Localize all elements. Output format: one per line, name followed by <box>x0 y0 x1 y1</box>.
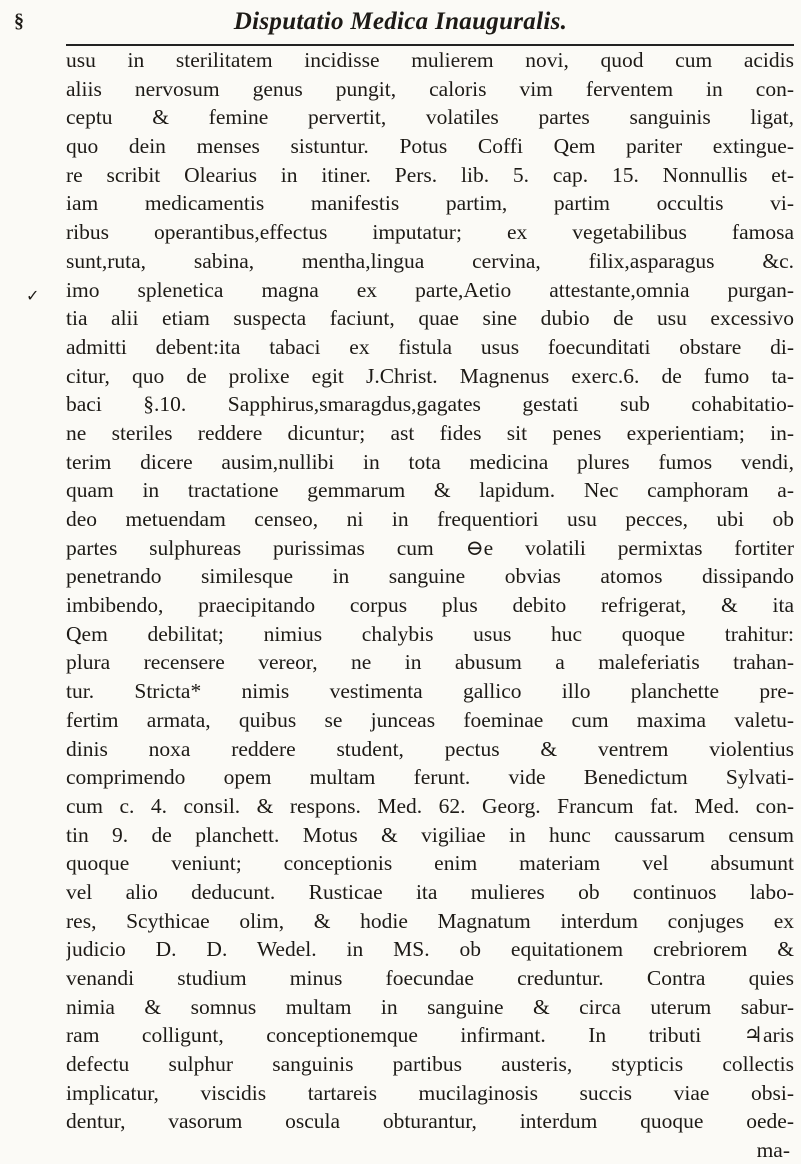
page-mark: § <box>14 10 24 32</box>
text-line: tia alii etiam suspecta faciunt, quae sine dubio de usu excessivo <box>66 306 794 331</box>
text-line: implicatur, viscidis tartareis mucilaginosis succis viae obsi- <box>66 1080 794 1105</box>
text-line: judicio D. D. Wedel. in MS. ob equitationem crebriorem & <box>66 937 794 962</box>
text-line: usu in sterilitatem incidisse mulierem novi, quod cum acidis <box>66 48 794 72</box>
catchword: ma- <box>756 1138 790 1163</box>
text-line: tin 9. de planchett. Motus & vigiliae in hunc caussarum censum <box>66 822 794 847</box>
text-line: cum c. 4. consil. & respons. Med. 62. Georg. Francum fat. Med. con- <box>66 793 794 818</box>
text-line: iam medicamentis manifestis partim, partim occultis vi- <box>66 191 794 216</box>
page-header <box>0 0 801 44</box>
text-line: Qem debilitat; nimius chalybis usus huc quoque trahitur: <box>66 621 794 646</box>
margin-mark: ✓ <box>26 288 40 305</box>
text-line: aliis nervosum genus pungit, caloris vim ferventem in con- <box>66 76 794 101</box>
text-line: re scribit Olearius in itiner. Pers. lib. 5. cap. 15. Nonnullis et- <box>66 162 794 187</box>
text-line: venandi studium minus foecundae creduntur. Contra quies <box>66 966 794 990</box>
text-line: dentur, vasorum oscula obturantur, interdum quoque oede- <box>66 1109 794 1134</box>
text-line: quam in tractatione gemmarum & lapidum. Nec camphoram a- <box>66 478 794 503</box>
text-line: sunt,ruta, sabina, mentha,lingua cervina, filix,asparagus &c. <box>66 248 794 273</box>
text-line: deo metuendam censeo, ni in frequentiori usu pecces, ubi ob <box>66 507 794 531</box>
text-line: imo splenetica magna ex parte,Aetio attestante,omnia purgan- <box>66 277 794 302</box>
text-line: admitti debent:ita tabaci ex fistula usus foecunditati obstare di- <box>66 334 794 359</box>
text-line: terim dicere ausim,nullibi in tota medicina plures fumos vendi, <box>66 449 794 474</box>
text-line: comprimendo opem multam ferunt. vide Benedictum Sylvati- <box>66 765 794 790</box>
text-line: quoque veniunt; conceptionis enim materiam vel absumunt <box>66 851 794 876</box>
text-line: dinis noxa reddere student, pectus & ventrem violentius <box>66 736 794 761</box>
text-line: imbibendo, praecipitando corpus plus debito refrigerat, & ita <box>66 593 794 618</box>
text-line: fertim armata, quibus se junceas foeminae cum maxima valetu- <box>66 707 794 732</box>
text-line: penetrando similesque in sanguine obvias atomos dissipando <box>66 564 794 589</box>
running-head: Disputatio Medica Inauguralis. <box>233 8 568 35</box>
text-line: vel alio deducunt. Rusticae ita mulieres ob continuos labo- <box>66 879 794 904</box>
text-line: ram colligunt, conceptionemque infirmant. In tributi ♃aris <box>66 1023 794 1048</box>
text-line: ceptu & femine pervertit, volatiles partes sanguinis ligat, <box>66 105 794 130</box>
text-line: ne steriles reddere dicuntur; ast fides sit penes experientiam; in- <box>66 420 794 445</box>
text-line: ribus operantibus,effectus imputatur; ex vegetabilibus famosa <box>66 220 794 245</box>
text-line: partes sulphureas purissimas cum ⊖e volatili permixtas fortiter <box>66 535 794 560</box>
text-line: res, Scythicae olim, & hodie Magnatum interdum conjuges ex <box>66 908 794 933</box>
text-line: citur, quo de prolixe egit J.Christ. Magnenus exerc.6. de fumo ta- <box>66 363 794 388</box>
text-line: quo dein menses sistuntur. Potus Coffi Qem pariter extingue- <box>66 134 794 159</box>
text-line: baci §.10. Sapphirus,smaragdus,gagates gestati sub cohabitatio- <box>66 392 794 417</box>
body-text <box>66 46 794 1164</box>
text-line: plura recensere vereor, ne in abusum a maleferiatis trahan- <box>66 650 794 675</box>
text-line: tur. Stricta* nimis vestimenta gallico illo planchette pre- <box>66 679 794 704</box>
text-line: defectu sulphur sanguinis partibus austeris, stypticis collectis <box>66 1052 794 1077</box>
text-line: nimia & somnus multam in sanguine & circa uterum sabur- <box>66 994 794 1019</box>
